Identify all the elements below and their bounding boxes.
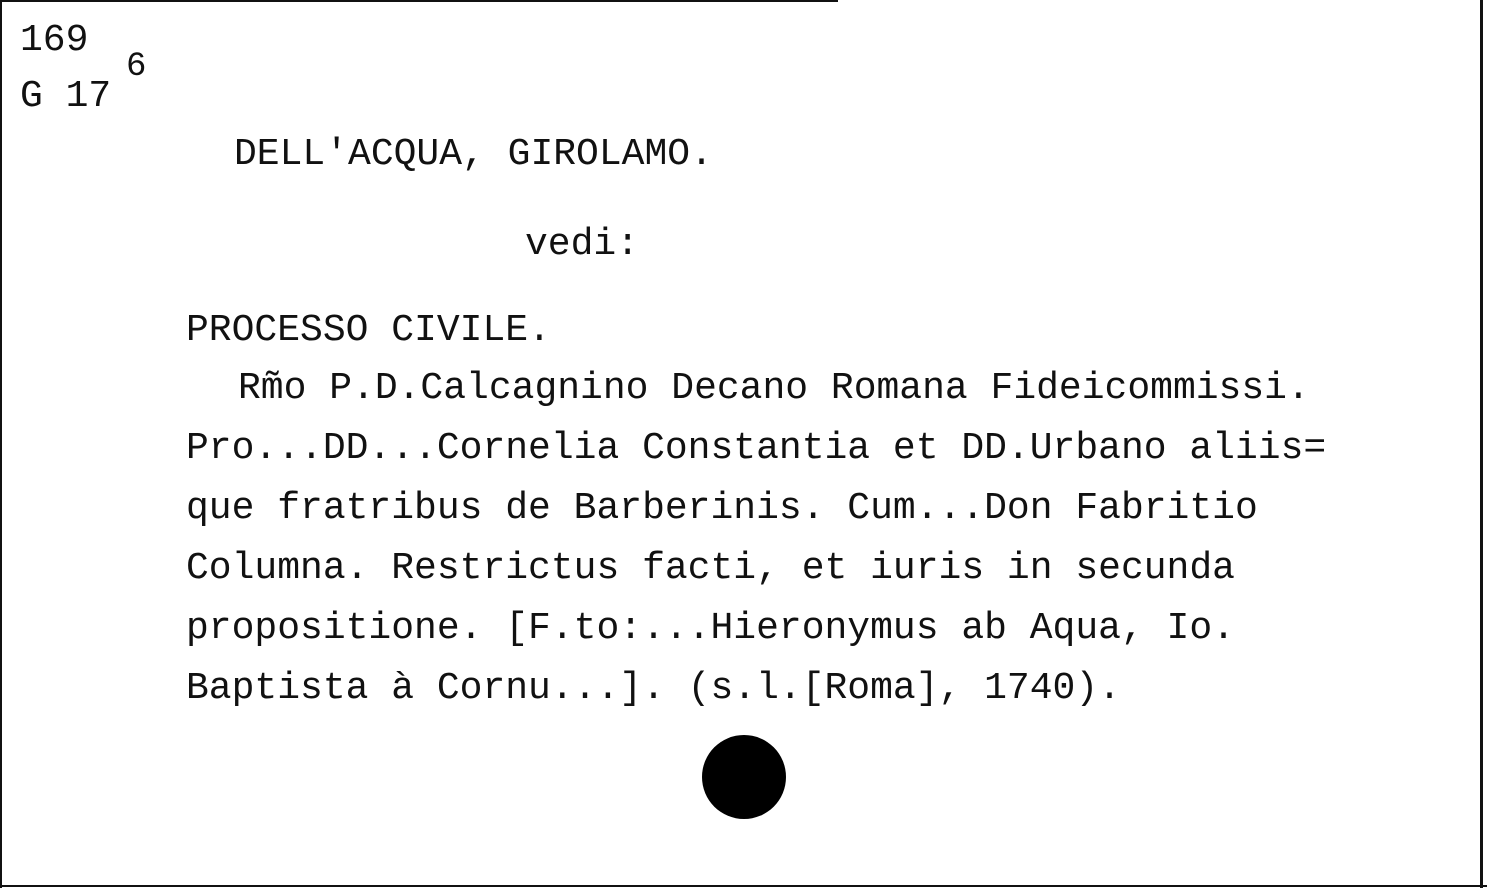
author-heading: DELL'ACQUA, GIROLAMO.: [234, 133, 713, 176]
description-line: Columna. Restrictus facti, et iuris in secunda: [186, 547, 1235, 590]
shelfmark-line-2: G 17: [20, 75, 112, 118]
subject-title: PROCESSO CIVILE.: [186, 309, 551, 352]
card-right-border: [1480, 0, 1483, 888]
card-top-border: [0, 0, 838, 2]
description-line: propositione. [F.to:...Hieronymus ab Aqua, Io.: [186, 607, 1235, 650]
shelfmark-line-1: 169: [20, 19, 89, 62]
card-bottom-border: [0, 885, 1487, 887]
shelfmark-superscript: 6: [126, 48, 147, 86]
description-line: Pro...DD...Cornelia Constantia et DD.Urbano aliis=: [186, 427, 1327, 470]
card-left-border: [0, 0, 2, 888]
description-line: Baptista à Cornu...]. (s.l.[Roma], 1740).: [186, 667, 1121, 710]
description-line: que fratribus de Barberinis. Cum...Don Fabritio: [186, 487, 1258, 530]
see-also-label: vedi:: [525, 223, 640, 266]
card-punch-hole: [702, 735, 786, 819]
description-line: Rm̃o P.D.Calcagnino Decano Romana Fideicommissi.: [238, 367, 1310, 410]
